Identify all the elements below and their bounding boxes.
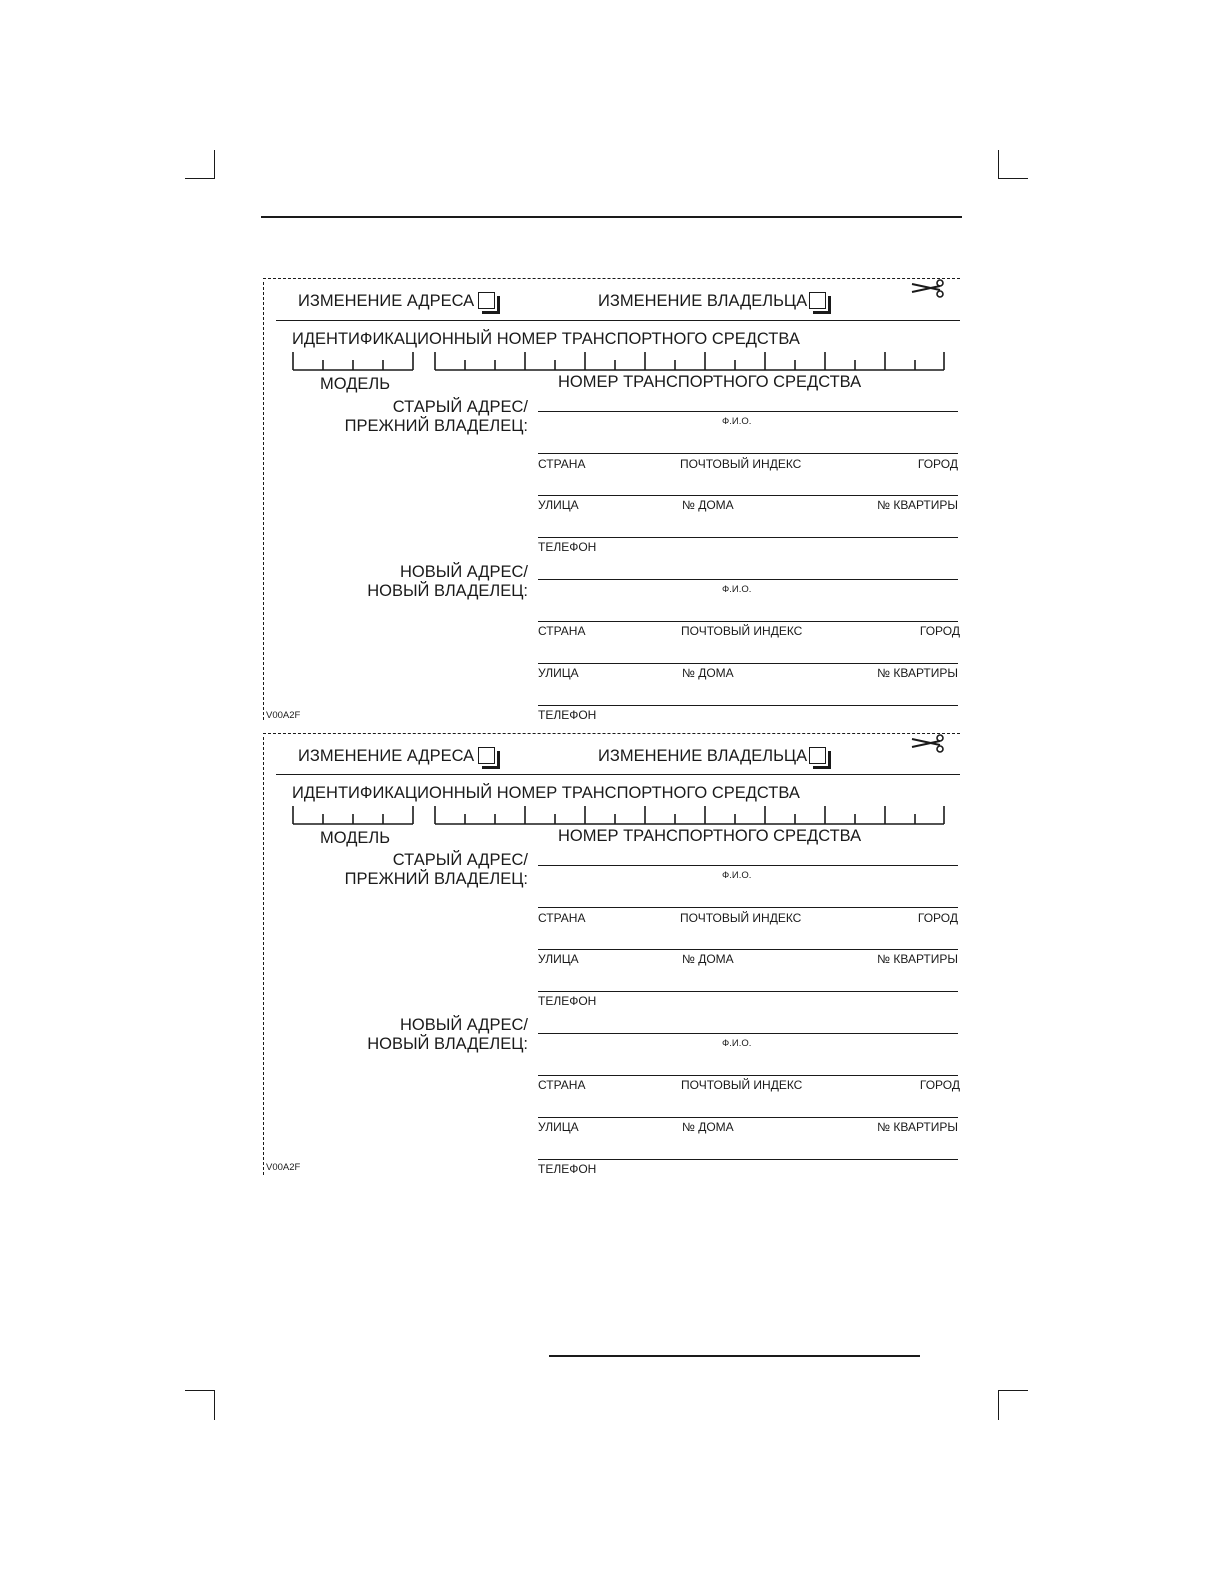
vehicle-number-label: НОМЕР ТРАНСПОРТНОГО СРЕДСТВА [558,827,862,845]
old-postcode-caption: ПОЧТОВЫЙ ИНДЕКС [680,457,802,471]
old-section-line1: СТАРЫЙ АДРЕС/ [392,398,528,416]
vehicle-number-label: НОМЕР ТРАНСПОРТНОГО СРЕДСТВА [558,373,862,391]
old-city-caption: ГОРОД [917,911,958,925]
cut-line-left [263,737,264,1175]
old-city-caption: ГОРОД [917,457,958,471]
change-owner-checkbox[interactable] [809,292,826,309]
cut-line-left [263,282,264,720]
change-form-1 [0,278,1224,738]
new-postcode-caption: ПОЧТОВЫЙ ИНДЕКС [681,1078,803,1092]
header-rule [261,216,962,218]
section-rule [276,774,960,775]
new-street-field[interactable] [538,663,958,664]
new-fio-field[interactable] [538,1033,958,1034]
old-apartment-caption: № КВАРТИРЫ [877,498,958,512]
footer-rule [549,1355,920,1357]
cut-line-top [263,733,960,734]
new-city-caption: ГОРОД [919,624,960,638]
crop-mark [185,1390,215,1391]
old-country-caption: СТРАНА [538,457,586,471]
old-fio-caption: Ф.И.О. [722,870,752,881]
old-phone-caption: ТЕЛЕФОН [538,540,597,554]
old-phone-caption: ТЕЛЕФОН [538,994,597,1008]
section-rule [276,320,960,321]
new-country-caption: СТРАНА [538,624,586,638]
old-fio-caption: Ф.И.О. [722,416,752,427]
new-house-caption: № ДОМА [682,1120,734,1134]
new-apartment-caption: № КВАРТИРЫ [877,1120,958,1134]
change-form-2 [0,733,1224,1193]
form-code: V00A2F [266,1162,301,1173]
change-owner-label: ИЗМЕНЕНИЕ ВЛАДЕЛЬЦА [598,747,808,765]
old-country-field[interactable] [538,907,958,908]
change-owner-label: ИЗМЕНЕНИЕ ВЛАДЕЛЬЦА [598,292,808,310]
scissors-icon [910,278,946,302]
new-city-caption: ГОРОД [919,1078,960,1092]
old-apartment-caption: № КВАРТИРЫ [877,952,958,966]
vin-boxes[interactable] [292,350,948,372]
new-house-caption: № ДОМА [682,666,734,680]
old-phone-field[interactable] [538,991,958,992]
old-street-field[interactable] [538,495,958,496]
model-label: МОДЕЛЬ [320,375,391,393]
vin-label: ИДЕНТИФИКАЦИОННЫЙ НОМЕР ТРАНСПОРТНОГО СРЕДСТВА [292,784,800,802]
new-fio-caption: Ф.И.О. [722,584,752,595]
vin-label: ИДЕНТИФИКАЦИОННЫЙ НОМЕР ТРАНСПОРТНОГО СРЕДСТВА [292,330,800,348]
change-address-label: ИЗМЕНЕНИЕ АДРЕСА [298,292,475,310]
change-address-checkbox[interactable] [478,747,495,764]
crop-mark [998,1390,1028,1391]
new-section-title [300,563,528,601]
new-country-field[interactable] [538,1075,958,1076]
old-street-caption: УЛИЦА [538,952,579,966]
new-fio-caption: Ф.И.О. [722,1038,752,1049]
new-section-line2: НОВЫЙ ВЛАДЕЛЕЦ: [367,582,528,600]
new-phone-field[interactable] [538,1159,958,1160]
cut-line-top [263,278,960,279]
old-country-caption: СТРАНА [538,911,586,925]
old-street-caption: УЛИЦА [538,498,579,512]
new-street-field[interactable] [538,1117,958,1118]
crop-mark [998,150,999,178]
old-phone-field[interactable] [538,537,958,538]
old-postcode-caption: ПОЧТОВЫЙ ИНДЕКС [680,911,802,925]
scissors-icon [910,733,946,757]
new-country-caption: СТРАНА [538,1078,586,1092]
crop-mark [185,178,215,179]
crop-mark [998,178,1028,179]
old-section-title [300,851,528,889]
new-country-field[interactable] [538,621,958,622]
crop-mark [998,1390,999,1420]
new-phone-caption: ТЕЛЕФОН [538,1162,597,1176]
new-section-line2: НОВЫЙ ВЛАДЕЛЕЦ: [367,1035,528,1053]
new-section-line1: НОВЫЙ АДРЕС/ [399,1016,528,1034]
new-postcode-caption: ПОЧТОВЫЙ ИНДЕКС [681,624,803,638]
old-street-field[interactable] [538,949,958,950]
new-phone-field[interactable] [538,705,958,706]
old-section-line1: СТАРЫЙ АДРЕС/ [392,851,528,869]
old-section-title [300,398,528,436]
old-house-caption: № ДОМА [682,498,734,512]
old-section-line2: ПРЕЖНИЙ ВЛАДЕЛЕЦ: [344,870,528,888]
new-phone-caption: ТЕЛЕФОН [538,708,597,722]
change-address-checkbox[interactable] [478,292,495,309]
old-fio-field[interactable] [538,865,958,866]
old-house-caption: № ДОМА [682,952,734,966]
model-label: МОДЕЛЬ [320,829,391,847]
change-owner-checkbox[interactable] [809,747,826,764]
new-fio-field[interactable] [538,579,958,580]
new-street-caption: УЛИЦА [538,666,579,680]
crop-mark [214,1390,215,1420]
vin-boxes[interactable] [292,804,948,826]
new-apartment-caption: № КВАРТИРЫ [877,666,958,680]
old-country-field[interactable] [538,453,958,454]
crop-mark [214,150,215,178]
old-section-line2: ПРЕЖНИЙ ВЛАДЕЛЕЦ: [344,417,528,435]
form-code: V00A2F [266,710,301,721]
new-street-caption: УЛИЦА [538,1120,579,1134]
new-section-title [300,1016,528,1054]
old-fio-field[interactable] [538,411,958,412]
new-section-line1: НОВЫЙ АДРЕС/ [399,563,528,581]
change-address-label: ИЗМЕНЕНИЕ АДРЕСА [298,747,475,765]
